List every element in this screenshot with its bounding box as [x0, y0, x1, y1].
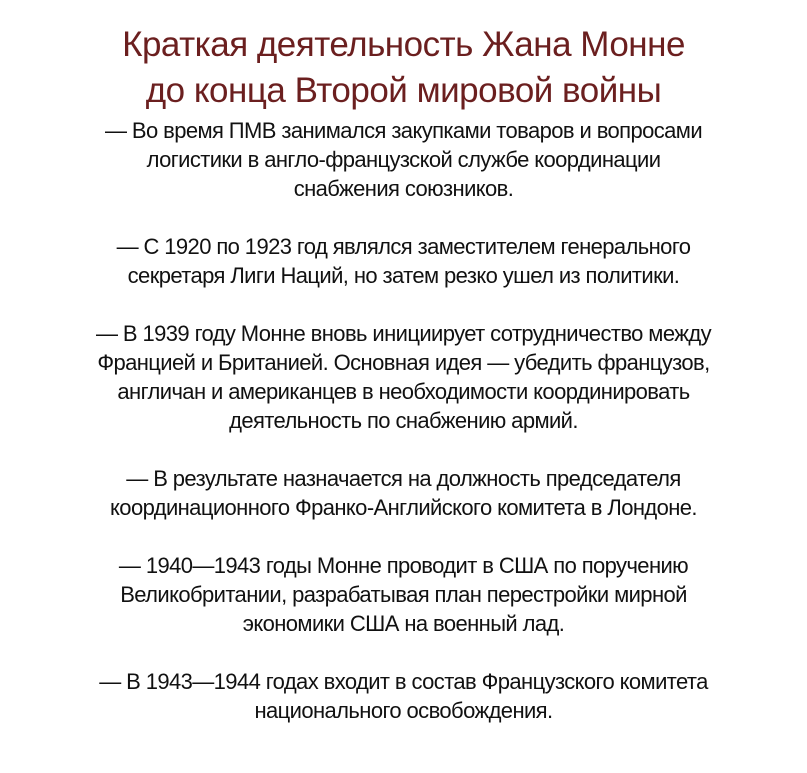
item-5-line-3: экономики США на военный лад. — [242, 611, 565, 636]
activity-item-2 — [30, 232, 777, 290]
title-line-2: до конца Второй мировой войны — [145, 71, 662, 110]
title-line-1: Краткая деятельность Жана Монне — [122, 25, 685, 64]
activity-item-1 — [30, 116, 777, 203]
item-1-line-1: — Во время ПМВ занимался закупками товаров и вопросами — [104, 118, 703, 143]
item-2-line-1: — С 1920 по 1923 год являлся заместителем генерального — [116, 234, 691, 259]
item-5-line-1: — 1940—1943 годы Монне проводит в США по поручению — [118, 553, 689, 578]
activity-item-6 — [30, 667, 777, 725]
item-3-line-4: деятельность по снабжению армий. — [229, 408, 578, 433]
item-3-line-2: Францией и Британией. Основная идея — убедить французов, — [97, 350, 710, 375]
activity-item-4 — [30, 464, 777, 522]
item-2-line-2: секретаря Лиги Наций, но затем резко ушел из политики. — [127, 263, 680, 288]
item-5-line-2: Великобритании, разрабатывая план перестройки мирной — [120, 582, 687, 607]
item-4-line-1: — В результате назначается на должность председателя — [126, 466, 681, 491]
item-6-line-2: национального освобождения. — [254, 698, 553, 723]
activity-list — [30, 116, 777, 725]
activity-item-3 — [30, 319, 777, 435]
item-3-line-3: англичан и американцев в необходимости координировать — [117, 379, 690, 404]
item-6-line-1: — В 1943—1944 годах входит в состав Французского комитета — [99, 669, 708, 694]
item-4-line-2: координационного Франко-Английского комитета в Лондоне. — [110, 495, 697, 520]
activity-item-5 — [30, 551, 777, 638]
item-1-line-3: снабжения союзников. — [293, 176, 514, 201]
item-3-line-1: — В 1939 году Монне вновь инициирует сотрудничество между — [96, 321, 711, 346]
item-1-line-2: логистики в англо-французской службе координации — [146, 147, 661, 172]
page-title — [30, 22, 777, 114]
